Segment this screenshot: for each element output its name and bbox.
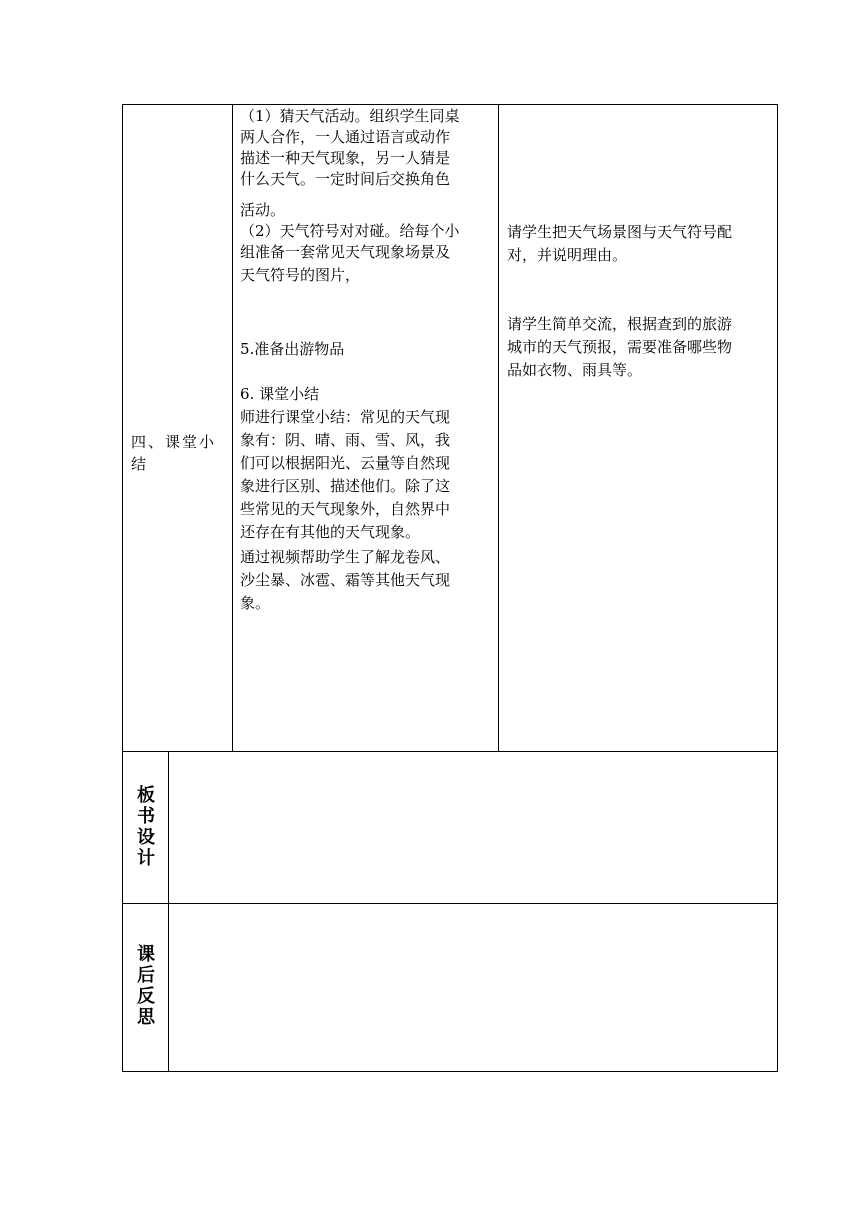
col-divider-content xyxy=(232,104,233,752)
student-line: 请学生简单交流，根据查到的旅游 xyxy=(507,315,733,333)
content-line: 们可以根据阳光、云量等自然现 xyxy=(240,454,451,472)
content-line: （2）天气符号对对碰。给每个小 xyxy=(240,222,460,240)
content-line: 两人合作，一人通过语言或动作 xyxy=(240,128,451,146)
content-line: 象。 xyxy=(240,594,271,612)
board-design-label: 板 书 设 计 xyxy=(137,785,155,869)
student-line: 请学生把天气场景图与天气符号配 xyxy=(507,223,733,241)
content-line: 象有：阴、晴、雨、雪、风，我 xyxy=(240,431,451,449)
content-line: 6. 课堂小结 xyxy=(240,385,320,403)
row-divider-2 xyxy=(122,903,778,904)
row-label-line: 结 xyxy=(131,455,147,473)
content-line: 还存在有其他的天气现象。 xyxy=(240,523,421,541)
content-line: 通过视频帮助学生了解龙卷风、 xyxy=(240,548,451,566)
content-line: 5.准备出游物品 xyxy=(240,340,345,358)
col-divider-label xyxy=(168,751,169,1072)
content-line: 象进行区别、描述他们。除了这 xyxy=(240,477,451,495)
content-line: 什么天气。一定时间后交换角色 xyxy=(240,170,451,188)
row-label-line: 四、课堂小 xyxy=(131,433,217,451)
table-border-left xyxy=(122,104,123,1072)
content-line: 些常见的天气现象外，自然界中 xyxy=(240,500,451,518)
row-divider-1 xyxy=(122,751,778,752)
reflection-label: 课 后 反 思 xyxy=(137,944,155,1028)
table-border-top xyxy=(122,104,778,105)
student-line: 品如衣物、雨具等。 xyxy=(507,361,643,379)
content-line: （1）猜天气活动。组织学生同桌 xyxy=(240,107,460,125)
student-line: 城市的天气预报，需要准备哪些物 xyxy=(507,338,733,356)
content-line: 天气符号的图片， xyxy=(240,266,361,284)
content-line: 师进行课堂小结：常见的天气现 xyxy=(240,408,451,426)
student-line: 对，并说明理由。 xyxy=(507,246,628,264)
table-border-right xyxy=(777,104,778,1072)
table-border-bottom xyxy=(122,1071,778,1072)
content-line: 描述一种天气现象，另一人猜是 xyxy=(240,149,451,167)
content-line: 活动。 xyxy=(240,201,286,219)
col-divider-student xyxy=(498,104,499,752)
content-line: 组准备一套常见天气现象场景及 xyxy=(240,243,451,261)
content-line: 沙尘暴、冰雹、霜等其他天气现 xyxy=(240,571,451,589)
